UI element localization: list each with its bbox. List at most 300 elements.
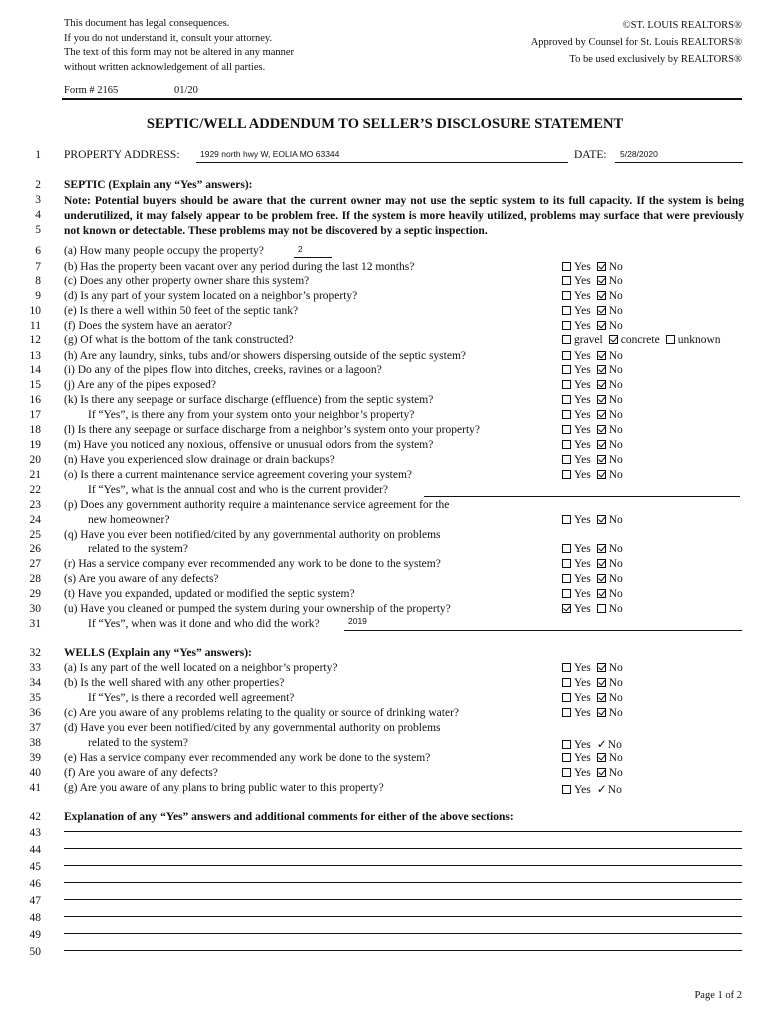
checkbox-icon[interactable] (562, 291, 571, 300)
line-number: 30 (29, 603, 41, 615)
line-number: 9 (35, 290, 41, 302)
question-text: (f) Are you aware of any defects? (64, 767, 218, 779)
checkbox-icon[interactable] (562, 768, 571, 777)
option-no[interactable] (597, 573, 623, 585)
checkbox-icon[interactable] (562, 321, 571, 330)
explanation-line[interactable] (64, 899, 742, 900)
checked-box-icon[interactable] (597, 574, 606, 583)
line-number: 13 (29, 350, 41, 362)
line-number: 27 (29, 558, 41, 570)
option-yes-label: Yes (574, 543, 591, 555)
pumped-field[interactable]: 2019 (348, 616, 367, 626)
checkbox-icon[interactable] (562, 351, 571, 360)
option-no[interactable] (597, 469, 623, 481)
checkbox-icon[interactable] (562, 693, 571, 702)
option-no[interactable] (597, 662, 623, 674)
copyright-line: ©ST. LOUIS REALTORS® (622, 20, 742, 31)
answer-options (562, 707, 629, 719)
option-yes[interactable] (562, 275, 591, 287)
checkbox-icon[interactable] (562, 544, 571, 553)
line-number: 1 (35, 149, 41, 161)
option-no-label: No (607, 784, 622, 796)
answer-options (562, 305, 629, 317)
line-number: 22 (29, 484, 41, 496)
checkbox-icon[interactable] (562, 306, 571, 315)
checked-box-icon[interactable] (597, 455, 606, 464)
provider-underline[interactable] (424, 496, 740, 497)
line-number: 43 (29, 827, 41, 839)
option-no[interactable] (597, 261, 623, 273)
answer-options (562, 424, 629, 436)
handwritten-check-icon[interactable]: ✓ (596, 737, 607, 751)
option-no-label: No (608, 677, 623, 689)
checkbox-icon[interactable] (562, 559, 571, 568)
option-no[interactable] (597, 707, 623, 719)
option-no-label: No (608, 424, 623, 436)
line-number: 8 (35, 275, 41, 287)
option-no-label: No (608, 261, 623, 273)
option-yes-label: Yes (574, 603, 591, 615)
answer-options (562, 603, 629, 615)
line-number: 35 (29, 692, 41, 704)
line-number: 21 (29, 469, 41, 481)
option-yes[interactable] (562, 588, 591, 600)
checked-box-icon[interactable] (597, 351, 606, 360)
line-number: 10 (29, 305, 41, 317)
explanation-line[interactable] (64, 933, 742, 934)
option-no[interactable] (597, 409, 623, 421)
option-yes-label: Yes (574, 454, 591, 466)
question-text: (k) Is there any seepage or surface discharge (effluence) from the septic system? (64, 394, 434, 406)
option-yes[interactable] (562, 603, 591, 615)
option-no[interactable] (597, 752, 623, 764)
option-yes[interactable] (562, 677, 591, 689)
answer-options (562, 454, 629, 466)
option-no[interactable] (597, 588, 623, 600)
option-yes-label: Yes (574, 588, 591, 600)
question-text: related to the system? (88, 737, 188, 749)
option-no-label: No (608, 573, 623, 585)
option-yes[interactable] (562, 784, 591, 796)
checkbox-icon[interactable] (562, 455, 571, 464)
option-yes-label: Yes (574, 767, 591, 779)
checkbox-icon[interactable] (562, 708, 571, 717)
question-text: (p) Does any government authority require a maintenance service agreement for the (64, 499, 450, 511)
question-text: (e) Has a service company ever recommended any work be done to the system? (64, 752, 431, 764)
checked-box-icon[interactable] (597, 291, 606, 300)
option-yes[interactable] (562, 261, 591, 273)
checked-box-icon[interactable] (597, 678, 606, 687)
option-yes[interactable] (562, 662, 591, 674)
question-text: (f) Does the system have an aerator? (64, 320, 232, 332)
line-number: 49 (29, 929, 41, 941)
option-no[interactable] (597, 364, 623, 376)
option-yes[interactable] (562, 424, 591, 436)
option-no-label: No (608, 439, 623, 451)
option-yes[interactable] (562, 394, 591, 406)
option-no[interactable] (597, 737, 622, 751)
checkbox-icon[interactable] (562, 335, 571, 344)
pumped-underline (344, 630, 742, 631)
question-text: (d) Have you ever been notified/cited by any governmental authority on problems (64, 722, 441, 734)
option-yes[interactable] (562, 573, 591, 585)
checked-box-icon[interactable] (562, 604, 571, 613)
line-number: 16 (29, 394, 41, 406)
explanation-line[interactable] (64, 848, 742, 849)
wells-heading: WELLS (Explain any “Yes” answers): (64, 647, 252, 659)
option-yes-label: Yes (574, 514, 591, 526)
option-yes-label: Yes (574, 677, 591, 689)
line-number: 26 (29, 543, 41, 555)
copyright-line: To be used exclusively by REALTORS® (569, 54, 742, 65)
answer-options (562, 752, 629, 764)
date-label: DATE: (574, 149, 607, 161)
question-text: (e) Is there a well within 50 feet of the septic tank? (64, 305, 299, 317)
checkbox-icon[interactable] (562, 425, 571, 434)
option-yes-label: Yes (574, 662, 591, 674)
question-text: (b) Is the well shared with any other properties? (64, 677, 285, 689)
option-gravel-label: gravel (574, 334, 603, 346)
option-no[interactable] (597, 782, 622, 796)
option-no-label: No (608, 588, 623, 600)
checked-box-icon[interactable] (597, 559, 606, 568)
checked-box-icon[interactable] (597, 306, 606, 315)
option-no[interactable] (597, 454, 623, 466)
checked-box-icon[interactable] (597, 276, 606, 285)
option-yes-label: Yes (574, 290, 591, 302)
line-number: 32 (29, 647, 41, 659)
line-number: 40 (29, 767, 41, 779)
septic-note: Note: Potential buyers should be aware that the current owner may not use the septic system to its full capacity. If the system is being underutilized, it may falsely appear to be problem free. If the system is more heavily utilized, problems may surface that were previously not known or detectable. These problems may not be discovered by a septic inspection. (64, 195, 744, 237)
option-no[interactable] (597, 424, 623, 436)
option-no-label: No (608, 275, 623, 287)
question-text: (c) Does any other property owner share this system? (64, 275, 310, 287)
option-yes-label: Yes (574, 409, 591, 421)
checked-box-icon[interactable] (597, 470, 606, 479)
option-no[interactable] (597, 350, 623, 362)
people-field[interactable]: 2 (298, 244, 303, 254)
line-number: 5 (35, 224, 41, 236)
question-text: (u) Have you cleaned or pumped the system during your ownership of the property? (64, 603, 451, 615)
option-no-label: No (608, 543, 623, 555)
line-number: 25 (29, 529, 41, 541)
line-number: 14 (29, 364, 41, 376)
question-text: related to the system? (88, 543, 188, 555)
answer-options (562, 275, 629, 287)
option-yes[interactable] (562, 320, 591, 332)
line-number: 28 (29, 573, 41, 585)
checked-box-icon[interactable] (597, 365, 606, 374)
answer-options (562, 558, 629, 570)
form-revision: 01/20 (174, 85, 198, 96)
option-no-label: No (608, 662, 623, 674)
option-no[interactable] (597, 275, 623, 287)
header-rule (62, 98, 742, 100)
checkbox-icon[interactable] (562, 262, 571, 271)
line-number: 34 (29, 677, 41, 689)
line-number: 23 (29, 499, 41, 511)
option-yes[interactable] (562, 350, 591, 362)
option-yes-label: Yes (574, 350, 591, 362)
date-field[interactable]: 5/28/2020 (620, 149, 658, 159)
question-text: (l) Is there any seepage or surface discharge from a neighbor’s system onto your property? (64, 424, 480, 436)
checkbox-icon[interactable] (666, 335, 675, 344)
legal-notice (64, 17, 294, 75)
option-no-label: No (607, 739, 622, 751)
line-number: 45 (29, 861, 41, 873)
checkbox-icon[interactable] (562, 515, 571, 524)
legal-notice-line: This document has legal consequences. (64, 18, 230, 29)
option-yes-label: Yes (574, 784, 591, 796)
question-text: (j) Are any of the pipes exposed? (64, 379, 217, 391)
question-text: (i) Do any of the pipes flow into ditches, creeks, ravines or a lagoon? (64, 364, 382, 376)
copyright-line: Approved by Counsel for St. Louis REALTORS® (530, 37, 742, 48)
option-yes-label: Yes (574, 752, 591, 764)
line-number: 41 (29, 782, 41, 794)
option-yes[interactable] (562, 558, 591, 570)
checkbox-icon[interactable] (562, 365, 571, 374)
page-title: SEPTIC/WELL ADDENDUM TO SELLER’S DISCLOSURE STATEMENT (146, 116, 624, 132)
answer-options (562, 692, 629, 704)
explanation-line[interactable] (64, 831, 742, 832)
option-no-label: No (608, 305, 623, 317)
question-text: new homeowner? (88, 514, 170, 526)
explanation-line[interactable] (64, 865, 742, 866)
option-no-label: No (608, 558, 623, 570)
checked-box-icon[interactable] (597, 768, 606, 777)
line-number: 48 (29, 912, 41, 924)
line-number: 47 (29, 895, 41, 907)
option-concrete[interactable] (609, 334, 660, 346)
option-no[interactable] (597, 379, 623, 391)
question-text: If “Yes”, is there a recorded well agreement? (88, 692, 295, 704)
question-text: If “Yes”, is there any from your system onto your neighbor’s property? (88, 409, 415, 421)
checkbox-icon[interactable] (562, 410, 571, 419)
checked-box-icon[interactable] (597, 515, 606, 524)
checkbox-icon[interactable] (562, 740, 571, 749)
answer-options (562, 409, 629, 421)
checked-box-icon[interactable] (597, 589, 606, 598)
option-no-label: No (608, 469, 623, 481)
answer-options (562, 737, 628, 751)
form-number-line (64, 85, 198, 96)
option-unknown[interactable] (666, 334, 721, 346)
line-number: 29 (29, 588, 41, 600)
option-no[interactable] (597, 305, 623, 317)
line-number: 38 (29, 737, 41, 749)
date-underline (615, 162, 743, 163)
answer-options (562, 290, 629, 302)
option-yes[interactable] (562, 305, 591, 317)
checkbox-icon[interactable] (562, 574, 571, 583)
page-number: Page 1 of 2 (694, 990, 742, 1001)
checked-box-icon[interactable] (609, 335, 618, 344)
checkbox-icon[interactable] (562, 276, 571, 285)
option-no[interactable] (597, 320, 623, 332)
option-yes[interactable] (562, 514, 591, 526)
line-number: 12 (29, 334, 41, 346)
explanation-line[interactable] (64, 882, 742, 883)
option-no-label: No (608, 290, 623, 302)
question-text: (r) Has a service company ever recommended any work to be done to the system? (64, 558, 441, 570)
option-no[interactable] (597, 290, 623, 302)
option-yes-label: Yes (574, 469, 591, 481)
checked-box-icon[interactable] (597, 663, 606, 672)
option-yes-label: Yes (574, 261, 591, 273)
line-number: 6 (35, 245, 41, 257)
question-text: (g) Of what is the bottom of the tank constructed? (64, 334, 294, 346)
option-gravel[interactable] (562, 334, 603, 346)
line-number: 37 (29, 722, 41, 734)
option-yes-label: Yes (574, 275, 591, 287)
legal-notice-line: The text of this form may not be altered in any manner (64, 47, 295, 58)
option-yes-label: Yes (574, 364, 591, 376)
option-yes[interactable] (562, 752, 591, 764)
answer-options (562, 379, 629, 391)
checkbox-icon[interactable] (562, 440, 571, 449)
question-text: (h) Are any laundry, sinks, tubs and/or showers dispersing outside of the septic system? (64, 350, 467, 362)
address-underline (196, 162, 568, 163)
checkbox-icon[interactable] (597, 604, 606, 613)
option-no[interactable] (597, 677, 623, 689)
option-yes[interactable] (562, 439, 591, 451)
checked-box-icon[interactable] (597, 693, 606, 702)
checkbox-icon[interactable] (562, 678, 571, 687)
checkbox-icon[interactable] (562, 589, 571, 598)
line-number: 24 (29, 514, 41, 526)
explanation-line[interactable] (64, 950, 742, 951)
checked-box-icon[interactable] (597, 262, 606, 271)
option-yes[interactable] (562, 692, 591, 704)
option-yes[interactable] (562, 454, 591, 466)
option-no-label: No (608, 752, 623, 764)
checked-box-icon[interactable] (597, 544, 606, 553)
line-number: 33 (29, 662, 41, 674)
people-question: (a) How many people occupy the property? (64, 245, 264, 257)
legal-notice-line: If you do not understand it, consult your attorney. (64, 32, 273, 44)
option-yes[interactable] (562, 543, 591, 555)
answer-options (562, 543, 629, 555)
option-yes[interactable] (562, 379, 591, 391)
option-yes[interactable] (562, 364, 591, 376)
option-no-label: No (608, 767, 623, 779)
checked-box-icon[interactable] (597, 753, 606, 762)
option-yes[interactable] (562, 469, 591, 481)
question-text: (g) Are you aware of any plans to bring public water to this property? (64, 782, 384, 794)
copyright-block (531, 17, 742, 68)
option-yes-label: Yes (574, 305, 591, 317)
line-number: 44 (29, 844, 41, 856)
question-text: (n) Have you experienced slow drainage or drain backups? (64, 454, 335, 466)
checked-box-icon[interactable] (597, 410, 606, 419)
question-text: (c) Are you aware of any problems relating to the quality or source of drinking water? (64, 707, 460, 719)
option-yes[interactable] (562, 767, 591, 779)
option-yes[interactable] (562, 409, 591, 421)
line-number: 20 (29, 454, 41, 466)
people-underline (294, 257, 332, 258)
line-number: 19 (29, 439, 41, 451)
option-yes[interactable] (562, 707, 591, 719)
checkbox-icon[interactable] (562, 470, 571, 479)
explanation-heading: Explanation of any “Yes” answers and additional comments for either of the above sections: (64, 811, 514, 823)
line-number: 3 (35, 194, 41, 206)
answer-options (562, 439, 629, 451)
line-number: 17 (29, 409, 41, 421)
pumped-question: If “Yes”, when was it done and who did the work? (88, 618, 320, 630)
explanation-line[interactable] (64, 916, 742, 917)
checked-box-icon[interactable] (597, 395, 606, 404)
legal-notice-line: without written acknowledgement of all parties. (64, 61, 266, 73)
address-field[interactable]: 1929 north hwy W, EOLIA MO 63344 (200, 149, 340, 159)
option-yes[interactable] (562, 290, 591, 302)
option-no-label: No (608, 603, 623, 615)
checked-box-icon[interactable] (597, 425, 606, 434)
option-no[interactable] (597, 767, 623, 779)
checkbox-icon[interactable] (562, 380, 571, 389)
option-no[interactable] (597, 692, 623, 704)
option-no-label: No (608, 409, 623, 421)
question-text: (b) Has the property been vacant over any period during the last 12 months? (64, 261, 415, 273)
option-yes-label: Yes (574, 692, 591, 704)
option-no[interactable] (597, 543, 623, 555)
option-yes[interactable] (562, 739, 591, 751)
checkbox-icon[interactable] (562, 753, 571, 762)
checkbox-icon[interactable] (562, 663, 571, 672)
checked-box-icon[interactable] (597, 440, 606, 449)
option-no[interactable] (597, 514, 623, 526)
option-no[interactable] (597, 558, 623, 570)
option-yes-label: Yes (574, 320, 591, 332)
checked-box-icon[interactable] (597, 321, 606, 330)
answer-options (562, 677, 629, 689)
form-number: Form # 2165 (64, 85, 119, 96)
handwritten-check-icon[interactable]: ✓ (596, 782, 607, 796)
answer-options (562, 514, 629, 526)
checkbox-icon[interactable] (562, 785, 571, 794)
option-yes-label: Yes (574, 379, 591, 391)
line-number: 39 (29, 752, 41, 764)
answer-options (562, 261, 629, 273)
option-no[interactable] (597, 603, 623, 615)
option-no-label: No (608, 692, 623, 704)
answer-options (562, 767, 629, 779)
question-text: (m) Have you noticed any noxious, offensive or unusual odors from the system? (64, 439, 434, 451)
checkbox-icon[interactable] (562, 395, 571, 404)
option-no-label: No (608, 514, 623, 526)
line-number: 4 (35, 209, 41, 221)
checked-box-icon[interactable] (597, 708, 606, 717)
line-number: 46 (29, 878, 41, 890)
answer-options (562, 394, 629, 406)
answer-options (562, 320, 629, 332)
checked-box-icon[interactable] (597, 380, 606, 389)
answer-options (562, 573, 629, 585)
option-no-label: No (608, 707, 623, 719)
option-no[interactable] (597, 439, 623, 451)
option-no-label: No (608, 394, 623, 406)
answer-options (562, 334, 727, 346)
option-no[interactable] (597, 394, 623, 406)
answer-options (562, 469, 629, 481)
septic-heading: SEPTIC (Explain any “Yes” answers): (64, 179, 253, 191)
option-yes-label: Yes (574, 558, 591, 570)
answer-options (562, 350, 629, 362)
line-number: 36 (29, 707, 41, 719)
option-yes-label: Yes (574, 707, 591, 719)
option-yes-label: Yes (574, 739, 591, 751)
line-number: 7 (35, 261, 41, 273)
line-number: 15 (29, 379, 41, 391)
